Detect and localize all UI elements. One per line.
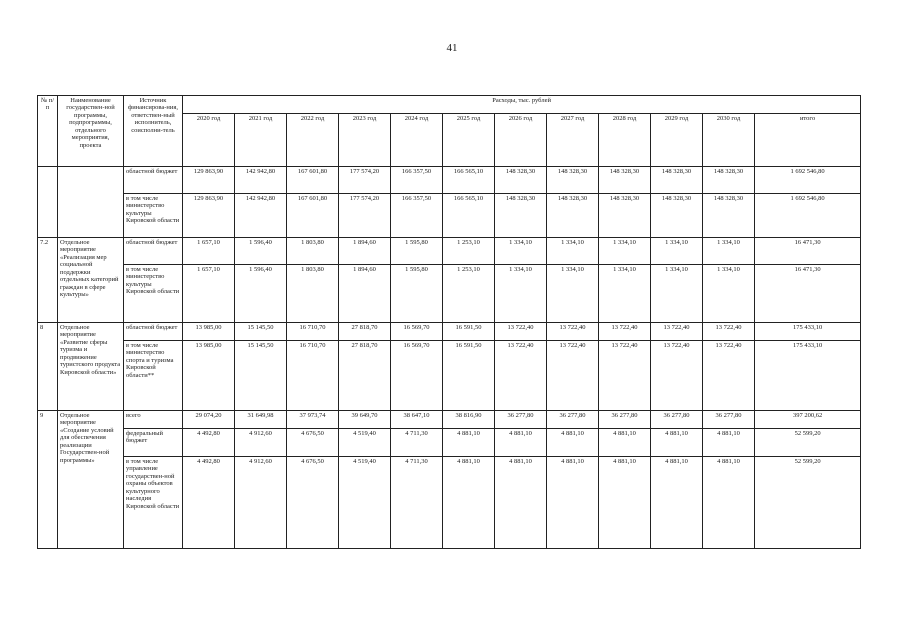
value-cell: 4 676,50 (287, 457, 339, 549)
value-cell: 166 565,10 (443, 194, 495, 238)
value-cell: 1 657,10 (183, 238, 235, 265)
total-col: итого (755, 114, 861, 167)
row-number: 7.2 (38, 238, 58, 323)
row-source: областной бюджет (124, 167, 183, 194)
row-name (58, 167, 124, 238)
table-row (38, 341, 861, 411)
value-cell: 39 649,70 (339, 411, 391, 429)
value-cell: 36 277,80 (703, 411, 755, 429)
value-cell: 148 328,30 (703, 167, 755, 194)
table-row (38, 323, 861, 341)
table-row (38, 457, 861, 549)
total-cell: 175 433,10 (755, 323, 861, 341)
value-cell: 1 334,10 (651, 238, 703, 265)
value-cell: 4 492,80 (183, 457, 235, 549)
value-cell: 4 519,40 (339, 429, 391, 457)
value-cell: 4 711,30 (391, 457, 443, 549)
table-row (38, 194, 861, 238)
value-cell: 1 595,80 (391, 238, 443, 265)
value-cell: 38 816,90 (443, 411, 495, 429)
year-col: 2020 год (183, 114, 235, 167)
row-name: Отдельное мероприятие «Реализация мер социальной поддержки отдельных категорий граждан в сфере культуры» (58, 238, 124, 323)
value-cell: 1 657,10 (183, 265, 235, 323)
value-cell: 1 253,10 (443, 238, 495, 265)
value-cell: 1 595,80 (391, 265, 443, 323)
row-source: всего (124, 411, 183, 429)
value-cell: 4 519,40 (339, 457, 391, 549)
total-cell: 397 200,62 (755, 411, 861, 429)
value-cell: 167 601,80 (287, 167, 339, 194)
value-cell: 148 328,30 (703, 194, 755, 238)
value-cell: 1 596,40 (235, 265, 287, 323)
value-cell: 4 881,10 (599, 429, 651, 457)
value-cell: 4 881,10 (703, 429, 755, 457)
table-row (38, 238, 861, 265)
budget-table (37, 95, 861, 549)
value-cell: 13 722,40 (495, 323, 547, 341)
table-row (38, 411, 861, 429)
value-cell: 16 591,50 (443, 323, 495, 341)
value-cell: 177 574,20 (339, 194, 391, 238)
table-row (38, 265, 861, 323)
value-cell: 16 710,70 (287, 341, 339, 411)
value-cell: 1 894,60 (339, 265, 391, 323)
total-cell: 16 471,30 (755, 238, 861, 265)
year-col: 2027 год (547, 114, 599, 167)
total-cell: 52 599,20 (755, 429, 861, 457)
value-cell: 38 647,10 (391, 411, 443, 429)
value-cell: 13 985,00 (183, 323, 235, 341)
header-num: № п/п (38, 96, 58, 167)
value-cell: 13 722,40 (651, 323, 703, 341)
value-cell: 4 881,10 (547, 429, 599, 457)
table-row (38, 429, 861, 457)
value-cell: 36 277,80 (651, 411, 703, 429)
value-cell: 1 334,10 (651, 265, 703, 323)
page-number: 41 (446, 42, 458, 54)
header-row (38, 96, 861, 114)
row-number: 9 (38, 411, 58, 549)
value-cell: 142 942,80 (235, 167, 287, 194)
value-cell: 4 881,10 (651, 429, 703, 457)
value-cell: 166 357,50 (391, 167, 443, 194)
row-source: в том числе управление государствен-ной охраны объектов культурного наследия Кировской области (124, 457, 183, 549)
value-cell: 148 328,30 (495, 167, 547, 194)
value-cell: 129 863,90 (183, 167, 235, 194)
row-name: Отдельное мероприятие «Создание условий для обеспечения реализации Государствен-ной программы» (58, 411, 124, 549)
value-cell: 166 357,50 (391, 194, 443, 238)
value-cell: 4 881,10 (703, 457, 755, 549)
year-col: 2023 год (339, 114, 391, 167)
value-cell: 13 722,40 (703, 341, 755, 411)
value-cell: 142 942,80 (235, 194, 287, 238)
value-cell: 13 722,40 (495, 341, 547, 411)
year-col: 2028 год (599, 114, 651, 167)
value-cell: 1 334,10 (599, 238, 651, 265)
row-name: Отдельное мероприятие «Развитие сферы туризма и продвижение туристского продукта Кировской области» (58, 323, 124, 411)
value-cell: 36 277,80 (495, 411, 547, 429)
value-cell: 166 565,10 (443, 167, 495, 194)
value-cell: 13 985,00 (183, 341, 235, 411)
value-cell: 36 277,80 (547, 411, 599, 429)
year-col: 2030 год (703, 114, 755, 167)
value-cell: 16 569,70 (391, 341, 443, 411)
row-source: в том числе министерство культуры Кировской области (124, 265, 183, 323)
value-cell: 148 328,30 (651, 194, 703, 238)
value-cell: 13 722,40 (703, 323, 755, 341)
value-cell: 1 803,80 (287, 265, 339, 323)
value-cell: 1 334,10 (547, 238, 599, 265)
value-cell: 4 881,10 (651, 457, 703, 549)
row-source: федеральный бюджет (124, 429, 183, 457)
value-cell: 129 863,90 (183, 194, 235, 238)
year-col: 2022 год (287, 114, 339, 167)
value-cell: 4 912,60 (235, 429, 287, 457)
value-cell: 167 601,80 (287, 194, 339, 238)
value-cell: 16 591,50 (443, 341, 495, 411)
value-cell: 1 253,10 (443, 265, 495, 323)
value-cell: 1 334,10 (495, 265, 547, 323)
value-cell: 148 328,30 (547, 194, 599, 238)
header-source: Источник финансирова-ния, ответствен-ный исполнитель, соисполни-тель (124, 96, 183, 167)
value-cell: 4 676,50 (287, 429, 339, 457)
value-cell: 4 881,10 (495, 429, 547, 457)
value-cell: 27 818,70 (339, 323, 391, 341)
value-cell: 4 881,10 (443, 429, 495, 457)
value-cell: 1 894,60 (339, 238, 391, 265)
value-cell: 148 328,30 (599, 167, 651, 194)
value-cell: 4 912,60 (235, 457, 287, 549)
value-cell: 177 574,20 (339, 167, 391, 194)
value-cell: 37 973,74 (287, 411, 339, 429)
year-col: 2029 год (651, 114, 703, 167)
total-cell: 16 471,30 (755, 265, 861, 323)
row-number (38, 167, 58, 238)
row-number: 8 (38, 323, 58, 411)
row-source: областной бюджет (124, 238, 183, 265)
row-source: в том числе министерство спорта и туризма Кировской области** (124, 341, 183, 411)
value-cell: 1 803,80 (287, 238, 339, 265)
value-cell: 13 722,40 (547, 341, 599, 411)
year-col: 2026 год (495, 114, 547, 167)
row-source: областной бюджет (124, 323, 183, 341)
value-cell: 13 722,40 (599, 341, 651, 411)
year-col: 2025 год (443, 114, 495, 167)
value-cell: 148 328,30 (547, 167, 599, 194)
year-col: 2024 год (391, 114, 443, 167)
value-cell: 13 722,40 (547, 323, 599, 341)
value-cell: 148 328,30 (651, 167, 703, 194)
value-cell: 1 334,10 (547, 265, 599, 323)
value-cell: 15 145,50 (235, 323, 287, 341)
year-col: 2021 год (235, 114, 287, 167)
value-cell: 13 722,40 (651, 341, 703, 411)
value-cell: 148 328,30 (495, 194, 547, 238)
value-cell: 4 881,10 (599, 457, 651, 549)
value-cell: 15 145,50 (235, 341, 287, 411)
value-cell: 1 334,10 (495, 238, 547, 265)
total-cell: 52 599,20 (755, 457, 861, 549)
value-cell: 16 710,70 (287, 323, 339, 341)
header-expenses: Расходы, тыс. рублей (183, 96, 861, 114)
value-cell: 36 277,80 (599, 411, 651, 429)
value-cell: 1 334,10 (703, 265, 755, 323)
value-cell: 4 881,10 (547, 457, 599, 549)
value-cell: 148 328,30 (599, 194, 651, 238)
value-cell: 1 596,40 (235, 238, 287, 265)
header-name: Наименование государствен-ной программы, подпрограммы, отдельного мероприятия, проекта (58, 96, 124, 167)
value-cell: 1 334,10 (599, 265, 651, 323)
value-cell: 13 722,40 (599, 323, 651, 341)
value-cell: 27 818,70 (339, 341, 391, 411)
table-row (38, 167, 861, 194)
total-cell: 175 433,10 (755, 341, 861, 411)
value-cell: 16 569,70 (391, 323, 443, 341)
value-cell: 1 334,10 (703, 238, 755, 265)
total-cell: 1 692 546,80 (755, 194, 861, 238)
value-cell: 4 881,10 (443, 457, 495, 549)
value-cell: 29 074,20 (183, 411, 235, 429)
value-cell: 31 649,98 (235, 411, 287, 429)
value-cell: 4 881,10 (495, 457, 547, 549)
value-cell: 4 492,80 (183, 429, 235, 457)
value-cell: 4 711,30 (391, 429, 443, 457)
row-source: в том числе министерство культуры Кировской области (124, 194, 183, 238)
total-cell: 1 692 546,80 (755, 167, 861, 194)
